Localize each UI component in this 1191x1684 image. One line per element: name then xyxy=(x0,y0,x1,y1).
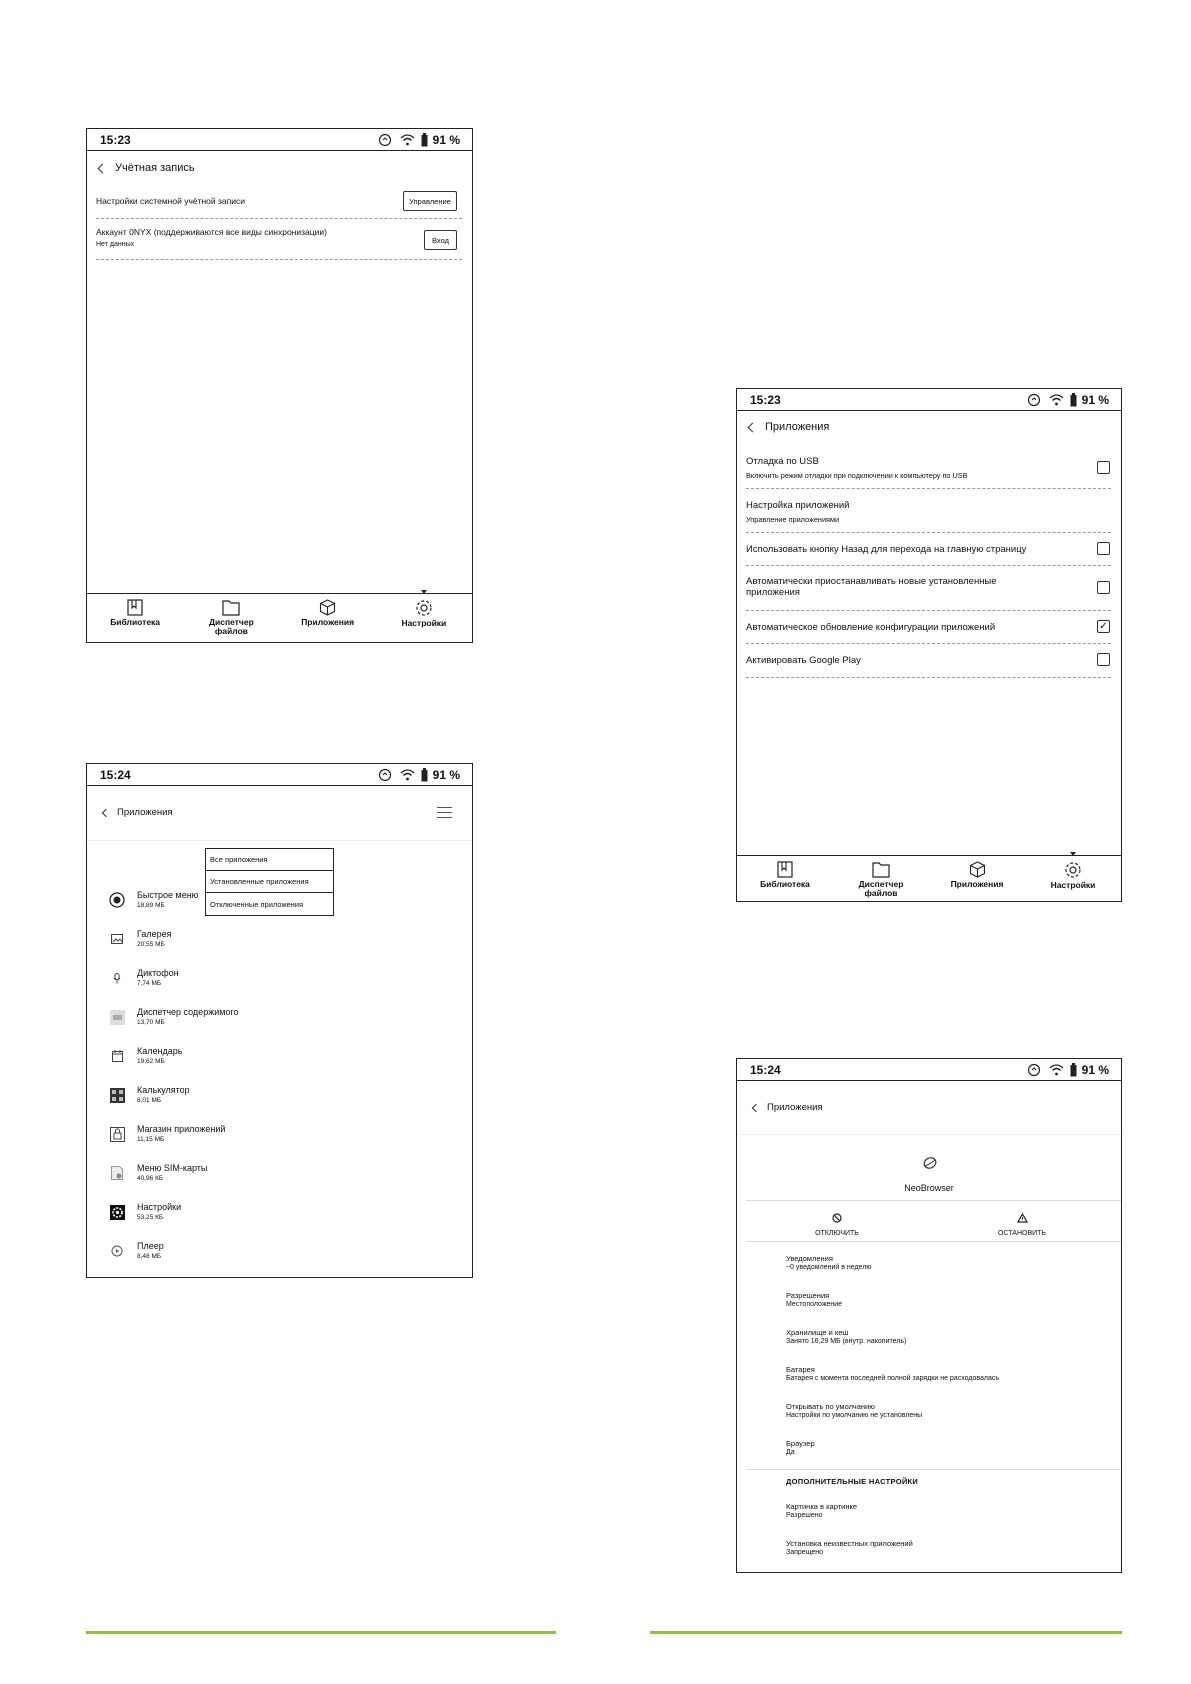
nav-settings[interactable] xyxy=(376,594,472,642)
status-bar xyxy=(737,1059,1121,1081)
pip-title: Картинка в картинке xyxy=(786,1502,858,1511)
notifications-subtitle: ~0 уведомлений в неделю xyxy=(786,1264,872,1271)
app-config-row[interactable] xyxy=(746,489,1111,533)
app-name: Галерея xyxy=(137,929,172,939)
active-indicator xyxy=(421,590,427,594)
folder-icon xyxy=(872,861,890,878)
app-name: Магазин приложений xyxy=(137,1124,226,1134)
system-account-label: Настройки системной учётной записи xyxy=(96,196,245,206)
nav-apps-label: Приложения xyxy=(950,879,1004,889)
menu-icon[interactable] xyxy=(437,807,452,818)
nav-library[interactable] xyxy=(87,594,183,642)
filter-dropdown[interactable] xyxy=(205,848,334,916)
browser-subtitle: Да xyxy=(786,1449,795,1456)
system-account-row xyxy=(96,185,462,219)
app-name: Калькулятор xyxy=(137,1085,190,1095)
app-name: NeoBrowser xyxy=(904,1183,954,1193)
sync-icon xyxy=(1027,1063,1041,1077)
back-header[interactable] xyxy=(99,162,472,174)
app-name: Диктофон xyxy=(137,968,179,978)
app-size: 53,25 КБ xyxy=(137,1214,164,1221)
sync-icon xyxy=(1027,393,1041,407)
block-icon xyxy=(832,1213,842,1223)
page-title: Приложения xyxy=(117,807,173,818)
open-default-title: Открывать по умолчанию xyxy=(786,1402,875,1411)
library-icon xyxy=(127,599,143,616)
wifi-icon xyxy=(1049,1063,1064,1076)
status-bar xyxy=(87,764,472,786)
filter-option-installed[interactable]: Установленные приложения xyxy=(206,871,333,893)
battery-icon xyxy=(1070,1063,1077,1077)
sync-icon xyxy=(378,768,392,782)
battery-icon xyxy=(421,133,428,147)
app-info-screen xyxy=(736,1058,1122,1573)
app-name: Календарь xyxy=(137,1046,183,1056)
app-name: Плеер xyxy=(137,1241,164,1251)
disable-button[interactable] xyxy=(807,1210,867,1237)
browser-item[interactable] xyxy=(786,1439,815,1456)
app-item[interactable] xyxy=(109,1202,181,1221)
wifi-icon xyxy=(1049,393,1064,406)
battery-level: 91 % xyxy=(1081,392,1109,407)
folder-icon xyxy=(222,599,240,616)
storage-item[interactable] xyxy=(786,1328,906,1345)
app-size: 8,48 МБ xyxy=(137,1253,162,1260)
apps-cube-icon xyxy=(969,861,986,878)
nav-files[interactable] xyxy=(183,594,279,642)
pip-item[interactable] xyxy=(786,1502,857,1519)
microphone-icon xyxy=(109,970,125,986)
battery-icon xyxy=(1070,393,1077,407)
battery-icon xyxy=(421,768,428,782)
unknown-apps-item[interactable] xyxy=(786,1539,913,1556)
app-size: 13,70 МБ xyxy=(137,1019,165,1026)
clock: 15:23 xyxy=(750,392,781,407)
onyx-account-label: Аккаунт 0NYX (поддерживаются все виды синхронизации) xyxy=(96,227,327,237)
unknown-apps-title: Установка неизвестных приложений xyxy=(786,1539,913,1548)
clock: 15:24 xyxy=(100,767,131,782)
app-config-title: Настройка приложений xyxy=(746,500,850,511)
storage-title: Хранилище и кеш xyxy=(786,1328,849,1337)
usb-debug-checkbox[interactable] xyxy=(1097,461,1110,474)
nav-apps-label: Приложения xyxy=(301,617,355,627)
app-size: 18,89 МБ xyxy=(137,902,165,909)
onyx-account-row xyxy=(96,219,462,260)
bottom-nav xyxy=(737,855,1121,901)
nav-library-label: Библиотека xyxy=(760,879,810,889)
battery-subtitle: Батарея с момента последней полной зарядки не расходовалась xyxy=(786,1375,999,1382)
battery-level: 91 % xyxy=(432,132,460,147)
nav-library[interactable] xyxy=(737,856,833,901)
page-title: Учётная запись xyxy=(115,162,195,174)
auto-update-label: Автоматическое обновление конфигурации приложений xyxy=(746,622,996,633)
filter-option-all[interactable]: Все приложения xyxy=(206,849,333,871)
permissions-subtitle: Местоположение xyxy=(786,1301,843,1308)
auto-pause-checkbox[interactable] xyxy=(1097,581,1110,594)
app-name: Настройки xyxy=(137,1202,182,1212)
storage-subtitle: Занято 16,29 МБ (внутр. накопитель) xyxy=(786,1338,907,1345)
back-arrow-icon[interactable] xyxy=(98,163,108,173)
app-size: 8,01 МБ xyxy=(137,1097,162,1104)
google-play-label: Активировать Google Play xyxy=(746,655,861,666)
status-bar xyxy=(737,389,1121,411)
clock: 15:23 xyxy=(100,132,131,147)
app-item[interactable] xyxy=(109,1163,207,1182)
app-size: 19,62 МБ xyxy=(137,1058,165,1065)
back-arrow-icon[interactable] xyxy=(102,808,110,816)
stop-label: ОСТАНОВИТЬ xyxy=(997,1230,1047,1237)
wifi-icon xyxy=(400,768,415,781)
gear-icon xyxy=(109,1204,125,1220)
notifications-item[interactable] xyxy=(786,1254,872,1271)
filter-option-disabled[interactable]: Отключенные приложения xyxy=(210,899,304,909)
sim-icon xyxy=(109,1165,125,1181)
page-title: Приложения xyxy=(767,1102,823,1113)
app-name: Быстрое меню xyxy=(137,890,199,900)
back-button-row[interactable] xyxy=(746,533,1111,566)
app-item[interactable] xyxy=(109,1241,164,1260)
page-title: Приложения xyxy=(765,421,830,433)
store-icon xyxy=(109,1126,125,1142)
browser-app-icon xyxy=(922,1156,938,1175)
back-arrow-icon[interactable] xyxy=(752,1103,760,1111)
usb-debug-title: Отладка по USB xyxy=(746,456,819,467)
app-item[interactable] xyxy=(109,1007,239,1026)
calculator-icon xyxy=(109,1087,125,1103)
gear-icon xyxy=(415,599,433,617)
app-name: Диспетчер содержимого xyxy=(137,1007,239,1017)
nav-files-label: Диспетчер файлов xyxy=(208,617,254,636)
usb-debug-subtitle: Включить режим отладки при подключении к компьютеру по USB xyxy=(746,471,968,480)
auto-update-checkbox[interactable]: ✓ xyxy=(1097,620,1110,633)
app-size: 7,74 МБ xyxy=(137,980,162,987)
manage-button[interactable]: Управление xyxy=(403,191,457,211)
app-item[interactable] xyxy=(109,1046,182,1065)
app-item[interactable] xyxy=(109,968,179,987)
usb-debug-row[interactable] xyxy=(746,445,1111,489)
login-button[interactable]: Вход xyxy=(424,230,457,250)
nav-files-label: Диспетчер файлов xyxy=(858,879,904,898)
footer-line-right xyxy=(650,1631,1122,1634)
warning-icon xyxy=(1017,1213,1028,1223)
gear-icon xyxy=(1064,861,1082,879)
player-icon xyxy=(109,1243,125,1259)
notifications-title: Уведомления xyxy=(786,1254,833,1263)
nav-apps[interactable] xyxy=(280,594,376,642)
image-icon xyxy=(109,931,125,947)
auto-pause-row[interactable] xyxy=(746,566,1111,611)
app-size: 40,96 КБ xyxy=(137,1175,164,1182)
pip-subtitle: Разрешено xyxy=(786,1512,823,1519)
back-header[interactable] xyxy=(103,807,472,818)
stop-button[interactable] xyxy=(987,1210,1057,1237)
app-name: Меню SIM-карты xyxy=(137,1163,208,1173)
back-header[interactable] xyxy=(749,421,1121,433)
auto-update-row[interactable] xyxy=(746,611,1111,644)
permissions-title: Разрешения xyxy=(786,1291,830,1300)
battery-level: 91 % xyxy=(1081,1062,1109,1077)
battery-title: Батарея xyxy=(786,1365,815,1374)
open-default-subtitle: Настройки по умолчанию не установлены xyxy=(786,1412,923,1419)
app-size: 20,55 МБ xyxy=(137,941,165,948)
onyx-account-status: Нет данных xyxy=(96,241,135,248)
nav-library-label: Библиотека xyxy=(110,617,161,627)
account-screen xyxy=(86,128,473,643)
nav-files[interactable] xyxy=(833,856,929,901)
battery-item[interactable] xyxy=(786,1365,999,1382)
app-item[interactable] xyxy=(109,890,198,909)
battery-level: 91 % xyxy=(432,767,460,782)
library-icon xyxy=(777,861,793,878)
nav-settings-label: Настройки xyxy=(1050,880,1096,890)
google-play-row[interactable] xyxy=(746,644,1111,678)
auto-pause-label: Автоматически приостанавливать новые установленные приложения xyxy=(746,576,997,598)
radio-dot-icon xyxy=(109,892,125,908)
bottom-nav xyxy=(87,593,472,642)
back-button-checkbox[interactable] xyxy=(1097,542,1110,555)
app-config-subtitle: Управление приложениями xyxy=(746,515,840,524)
active-indicator xyxy=(1070,852,1076,856)
back-arrow-icon[interactable] xyxy=(748,422,758,432)
wifi-icon xyxy=(400,133,415,146)
calendar-icon xyxy=(109,1048,125,1064)
disable-label: ОТКЛЮЧИТЬ xyxy=(815,1230,859,1237)
apps-cube-icon xyxy=(319,599,336,616)
status-bar xyxy=(87,129,472,151)
permissions-item[interactable] xyxy=(786,1291,842,1308)
footer-line-left xyxy=(86,1631,556,1634)
browser-title: Браузер xyxy=(786,1439,815,1448)
nav-settings-label: Настройки xyxy=(401,618,447,628)
sync-icon xyxy=(378,133,392,147)
back-header[interactable] xyxy=(753,1102,1121,1113)
back-button-label: Использовать кнопку Назад для перехода на главную страницу xyxy=(746,544,1027,555)
content-icon xyxy=(109,1009,125,1025)
open-default-item[interactable] xyxy=(786,1402,922,1419)
nav-settings[interactable] xyxy=(1025,856,1121,901)
advanced-section-header: ДОПОЛНИТЕЛЬНЫЕ НАСТРОЙКИ xyxy=(786,1477,919,1486)
clock: 15:24 xyxy=(750,1062,781,1077)
apps-list-screen xyxy=(86,763,473,1278)
nav-apps[interactable] xyxy=(929,856,1025,901)
google-play-checkbox[interactable] xyxy=(1097,653,1110,666)
app-item[interactable] xyxy=(109,929,172,948)
unknown-apps-subtitle: Запрещено xyxy=(786,1549,824,1556)
app-size: 11,15 МБ xyxy=(137,1136,165,1143)
app-item[interactable] xyxy=(109,1124,225,1143)
apps-settings-screen xyxy=(736,388,1122,902)
app-item[interactable] xyxy=(109,1085,190,1104)
